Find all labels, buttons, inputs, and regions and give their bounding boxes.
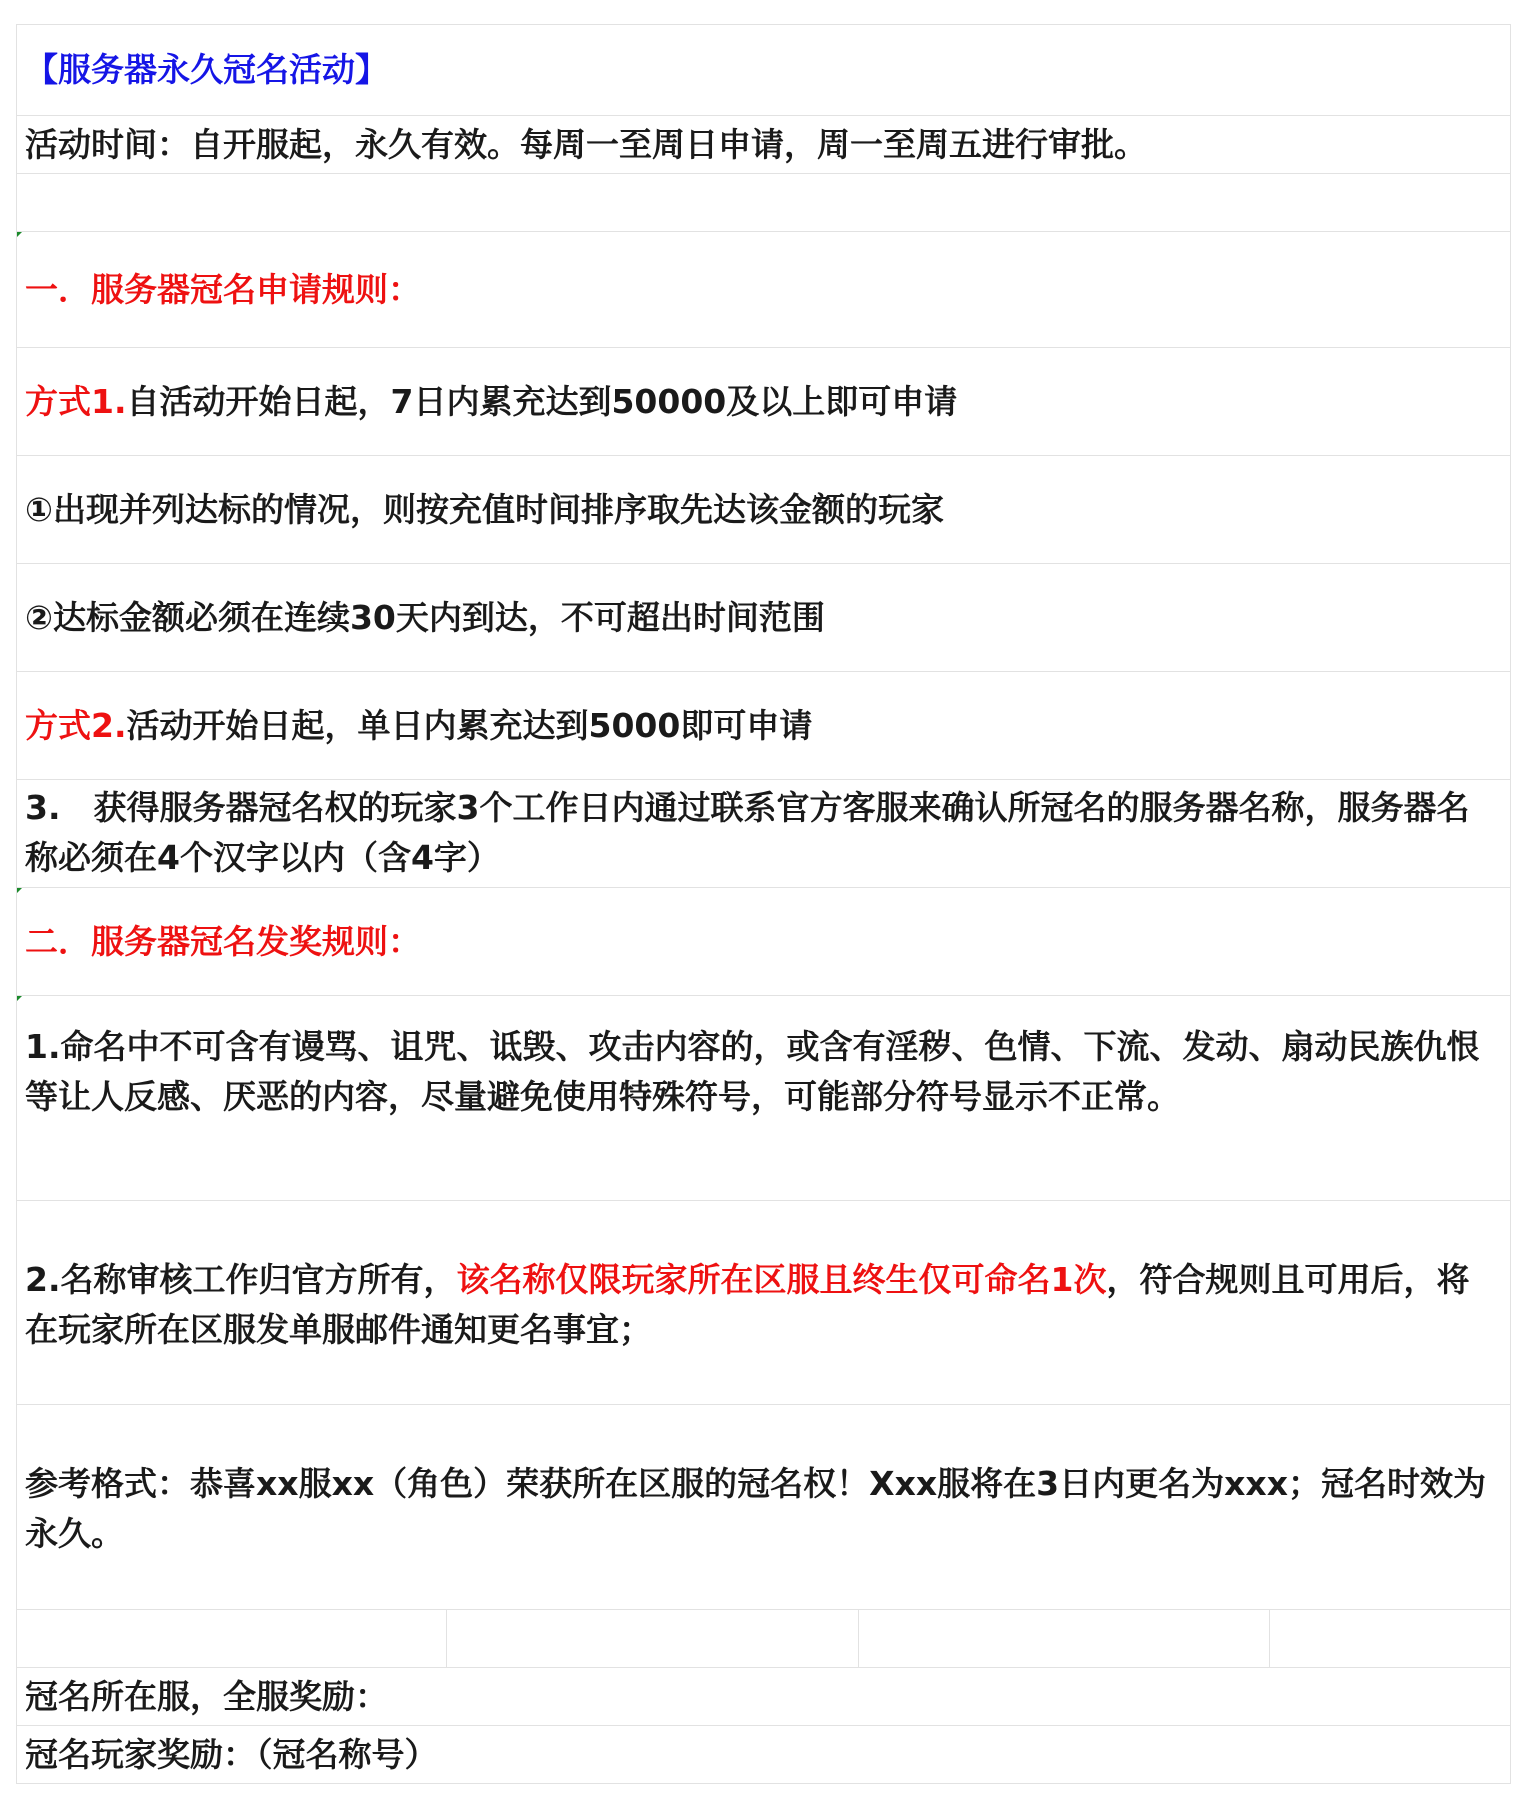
empty-cell[interactable]	[17, 1610, 447, 1667]
item3: 3. 获得服务器冠名权的玩家3个工作日内通过联系官方客服来确认所冠名的服务器名称，服务器名称必须在4个汉字以内（含4字）	[25, 788, 1470, 877]
empty-cell[interactable]	[447, 1610, 859, 1667]
spreadsheet-sheet	[16, 24, 1511, 1784]
server-reward: 冠名所在服，全服奖励：	[25, 1676, 388, 1716]
empty-cell[interactable]	[859, 1610, 1270, 1667]
note2-row[interactable]	[17, 564, 1510, 672]
empty-row[interactable]	[17, 174, 1510, 232]
section2-heading-row[interactable]	[17, 888, 1510, 996]
section1-heading-row[interactable]	[17, 232, 1510, 348]
server-reward-row[interactable]	[17, 1668, 1510, 1726]
method2-row[interactable]	[17, 672, 1510, 780]
title-row[interactable]	[17, 25, 1510, 116]
note1-row[interactable]	[17, 456, 1510, 564]
page-title: 【服务器永久冠名活动】	[25, 50, 388, 89]
method1-row[interactable]	[17, 348, 1510, 456]
method2-label: 方式2.	[25, 705, 127, 745]
method1-label: 方式1.	[25, 381, 127, 421]
player-reward: 冠名玩家奖励：（冠名称号）	[25, 1734, 438, 1774]
method2-text: 活动开始日起，单日内累充达到5000即可申请	[126, 705, 813, 745]
player-reward-row[interactable]	[17, 1726, 1510, 1784]
rule2-highlight: 该名称仅限玩家所在区服且终生仅可命名1次	[456, 1260, 1107, 1299]
method1-text: 自活动开始日起，7日内累充达到50000及以上即可申请	[126, 381, 958, 421]
section2-heading: 二．服务器冠名发奖规则：	[25, 921, 421, 961]
empty-split-row	[17, 1610, 1510, 1668]
item3-row[interactable]	[17, 780, 1510, 888]
rule2-row[interactable]	[17, 1201, 1510, 1405]
empty-cell[interactable]	[1270, 1610, 1510, 1667]
rule2-suffix: ，符合规则且可用后，将在玩家所在区服发单服邮件通知更名事宜；	[25, 1260, 1470, 1349]
rule2	[25, 1255, 1494, 1355]
rule1-row[interactable]	[17, 996, 1510, 1201]
activity-time-row[interactable]	[17, 116, 1510, 174]
reference-row[interactable]	[17, 1405, 1510, 1610]
reference-format: 参考格式：恭喜xx服xx（角色）荣获所在区服的冠名权！Xxx服将在3日内更名为xxx；冠名时效为永久。	[25, 1464, 1486, 1553]
rule2-prefix: 2.名称审核工作归官方所有，	[25, 1260, 457, 1299]
rule1: 1.命名中不可含有谩骂、诅咒、诋毁、攻击内容的，或含有淫秽、色情、下流、发动、扇动民族仇恨等让人反感、厌恶的内容，尽量避免使用特殊符号，可能部分符号显示不正常。	[25, 1027, 1480, 1116]
section1-heading: 一．服务器冠名申请规则：	[25, 269, 421, 309]
note1: ①出现并列达标的情况，则按充值时间排序取先达该金额的玩家	[25, 489, 944, 529]
note2: ②达标金额必须在连续30天内到达，不可超出时间范围	[25, 597, 825, 637]
activity-time: 活动时间：自开服起，永久有效。每周一至周日申请，周一至周五进行审批。	[25, 124, 1147, 164]
